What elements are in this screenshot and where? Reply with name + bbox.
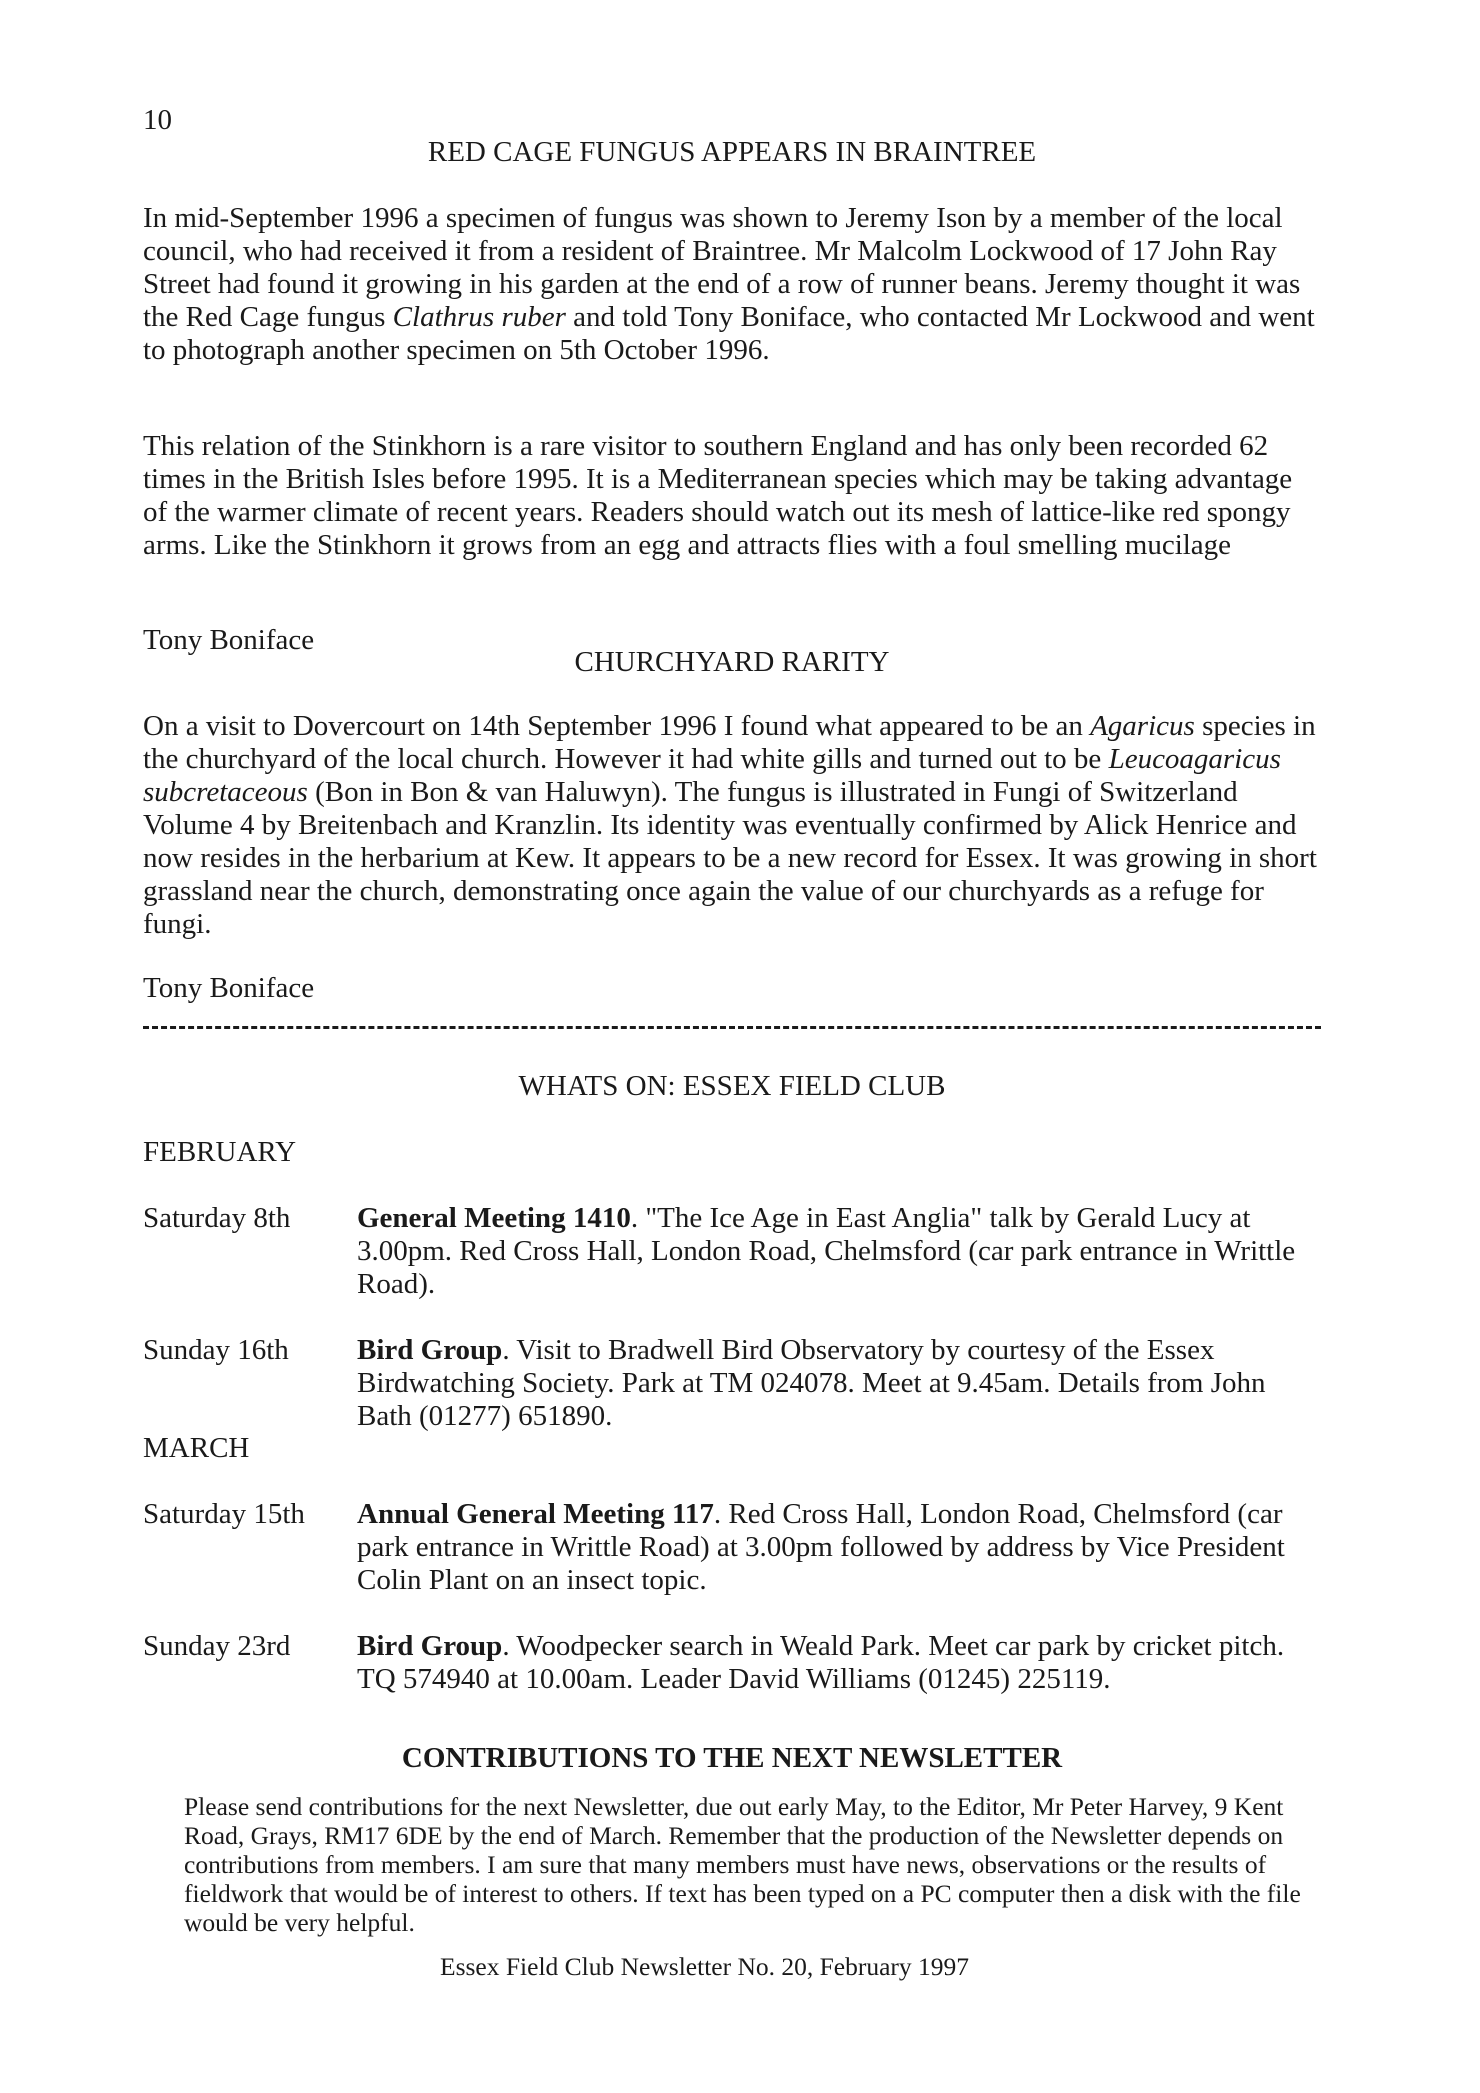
article-paragraph-2: This relation of the Stinkhorn is a rare visitor to southern England and has only been recorded 62 times in the British Isles before 1995. It is a Mediterranean species which may be taking advantage of the warmer climate of recent years. Readers should watch out its mesh of lattice-like red spongy arms. Like the Stinkhorn it grows from an egg and attracts flies with a foul smelling mucilage bbox=[143, 430, 1293, 561]
event-date: Saturday 15th bbox=[143, 1498, 305, 1530]
paragraph-text: and told Tony Boniface, who contacted Mr Lockwood and went to photograph another specimen on 5th October 1996. bbox=[143, 301, 1315, 366]
event-description bbox=[357, 1630, 1317, 1696]
event-description bbox=[357, 1202, 1317, 1301]
article-paragraph-1 bbox=[143, 202, 1321, 367]
paragraph-text: (Bon in Bon & van Haluwyn). The fungus is illustrated in Fungi of Switzerland Volume 4 by Breitenbach and Kranzlin. Its identity was eventually confirmed by Alick Henrice and now resides in the herbarium at Kew. It appears to be a new record for Essex. It was growing in short grassland near the church, demonstrating once again the value of our churchyards as a refuge for fungi. bbox=[143, 776, 1317, 940]
page-number: 10 bbox=[143, 104, 172, 136]
event-description bbox=[357, 1498, 1317, 1597]
contributions-text: Please send contributions for the next Newsletter, due out early May, to the Editor, Mr Peter Harvey, 9 Kent Road, Grays, RM17 6DE by the end of March. Remember that the production of the Newsletter depends on contributions from members. I am sure that many members must have news, observations or the results of fieldwork that would be of interest to others. If text has been typed on a PC computer then a disk with the file would be very helpful. bbox=[184, 1792, 1301, 1937]
genus-name: Agaricus bbox=[1090, 710, 1195, 742]
event-heading: Bird Group bbox=[357, 1334, 503, 1366]
paragraph-text: species in the churchyard of the local church. However it had white gills and turned out to be bbox=[143, 710, 1316, 775]
whats-on-title: WHATS ON: ESSEX FIELD CLUB bbox=[518, 1070, 946, 1102]
article-title-red-cage-fungus: RED CAGE FUNGUS APPEARS IN BRAINTREE bbox=[427, 136, 1037, 168]
species-name: Clathrus ruber bbox=[392, 301, 566, 333]
species-name: Leucoagaricus subcretaceous bbox=[143, 743, 1281, 808]
event-heading: General Meeting 1410 bbox=[357, 1202, 631, 1234]
month-heading-march: MARCH bbox=[143, 1432, 250, 1464]
footer-citation: Essex Field Club Newsletter No. 20, February 1997 bbox=[440, 1952, 970, 1981]
paragraph-text: In mid-September 1996 a specimen of fungus was shown to Jeremy Ison by a member of the local council, who had received it from a resident of Braintree. Mr Malcolm Lockwood of 17 John Ray Street had found it growing in his garden at the end of a row of runner beans. Jeremy thought it was the Red Cage fungus bbox=[143, 202, 1301, 333]
paragraph-text: On a visit to Dovercourt on 14th September 1996 I found what appeared to be an bbox=[143, 710, 1091, 742]
event-text: . Visit to Bradwell Bird Observatory by courtesy of the Essex Birdwatching Society. Park at TM 024078. Meet at 9.45am. Details from John Bath (01277) 651890. bbox=[357, 1334, 1266, 1432]
section-divider bbox=[143, 1026, 1321, 1043]
event-date: Sunday 16th bbox=[143, 1334, 289, 1366]
contributions-title: CONTRIBUTIONS TO THE NEXT NEWSLETTER bbox=[401, 1742, 1063, 1774]
event-description bbox=[357, 1334, 1317, 1433]
event-heading: Annual General Meeting 117 bbox=[357, 1498, 714, 1530]
article-author: Tony Boniface bbox=[143, 624, 315, 656]
event-heading: Bird Group bbox=[357, 1630, 503, 1662]
event-text: . Red Cross Hall, London Road, Chelmsford (car park entrance in Writtle Road) at 3.00pm followed by address by Vice President Colin Plant on an insect topic. bbox=[357, 1498, 1285, 1596]
article-author: Tony Boniface bbox=[143, 972, 315, 1004]
event-date: Saturday 8th bbox=[143, 1202, 291, 1234]
article-paragraph-3 bbox=[143, 710, 1321, 941]
event-text: . Woodpecker search in Weald Park. Meet car park by cricket pitch. TQ 574940 at 10.00am. Leader David Williams (01245) 225119. bbox=[357, 1630, 1285, 1695]
event-date: Sunday 23rd bbox=[143, 1630, 291, 1662]
article-title-churchyard-rarity: CHURCHYARD RARITY bbox=[574, 646, 890, 678]
month-heading-february: FEBRUARY bbox=[143, 1136, 297, 1168]
event-text: . "The Ice Age in East Anglia" talk by Gerald Lucy at 3.00pm. Red Cross Hall, London Road, Chelmsford (car park entrance in Writtle Road). bbox=[357, 1202, 1296, 1300]
